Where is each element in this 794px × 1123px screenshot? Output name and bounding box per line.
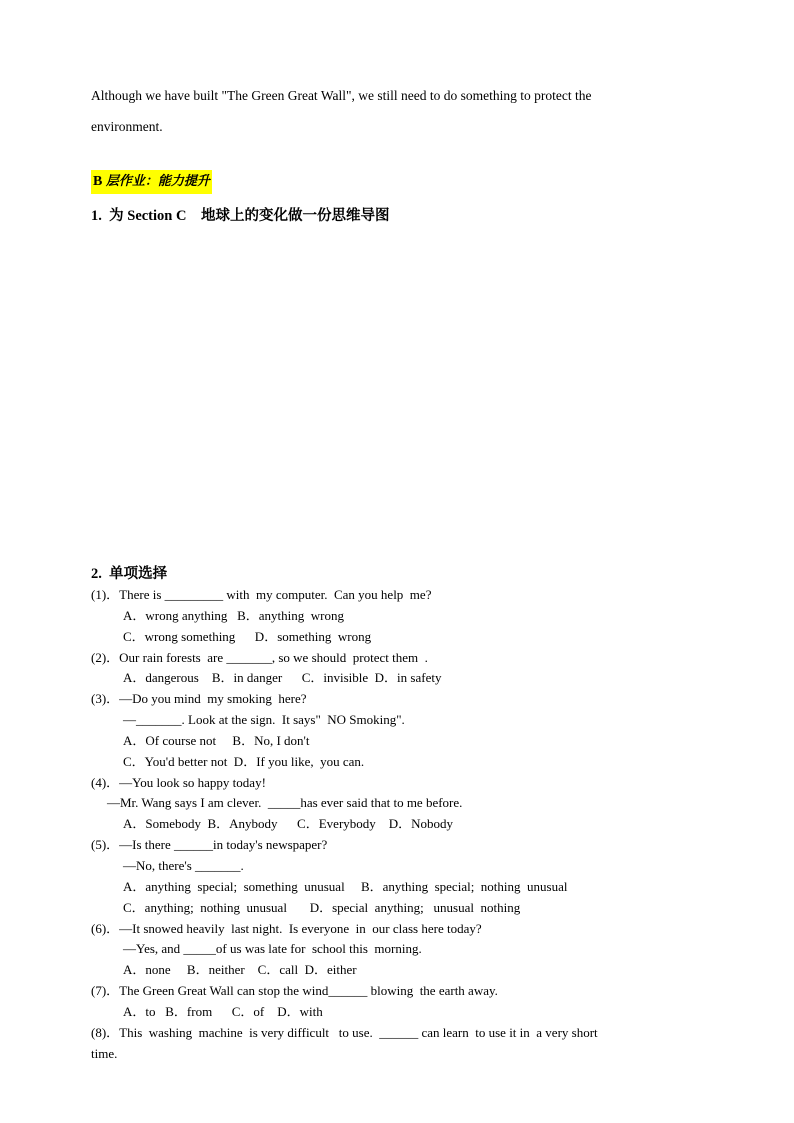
question-item xyxy=(91,981,691,1023)
question-stem: (5)．—Is there ______in today's newspaper? xyxy=(91,837,328,853)
question-stem: (7)．The Green Great Wall can stop the wind______ blowing the earth away. xyxy=(91,983,498,999)
question-line: C．anything; nothing unusual D．special anything; unusual nothing xyxy=(123,899,521,915)
question-stem: (4)．—You look so happy today! xyxy=(91,774,266,790)
section-b-heading xyxy=(91,170,212,194)
question-line: —_______. Look at the sign. It says" NO Smoking". xyxy=(123,712,405,728)
question-item xyxy=(91,689,691,772)
task-1-text: 地球上的变化做一份思维导图 xyxy=(200,208,390,224)
question-stem: (3)．—Do you mind my smoking here? xyxy=(91,691,307,707)
question-line: A．to B．from C．of D．with xyxy=(123,1003,323,1019)
question-item xyxy=(91,835,691,918)
question-line: A．anything special; something unusual B．anything special; nothing unusual xyxy=(123,878,568,894)
intro-line-2: environment. xyxy=(91,119,163,134)
question-list xyxy=(91,585,691,1064)
section-b-prefix: B xyxy=(93,174,106,189)
question-line: A．Of course not B．No, I don't xyxy=(123,732,310,748)
section-b-title: 层作业：能力提升 xyxy=(105,174,210,189)
question-line: C．wrong something D．something wrong xyxy=(123,628,372,644)
question-stem: (1)．There is _________ with my computer. Can you help me? xyxy=(91,587,432,602)
question-line: A．Somebody B．Anybody C．Everybody D．Nobody xyxy=(123,816,454,832)
intro-line-1: Although we have built "The Green Great Wall", we still need to do something to protect the xyxy=(91,88,592,103)
task-2-heading xyxy=(91,563,167,585)
question-line: A．dangerous B．in danger C．invisible D．in safety xyxy=(123,670,442,686)
question-item xyxy=(91,919,691,982)
question-line: A．none B．neither C．call D．either xyxy=(123,962,357,978)
question-line: C．You'd better not D．If you like, you can. xyxy=(123,753,365,769)
task-1-prefix: 1. 为 Section C xyxy=(91,208,201,224)
question-item xyxy=(91,773,691,836)
question-line: —Mr. Wang says I am clever. _____has ever said that to me before. xyxy=(107,795,463,811)
question-item xyxy=(91,1023,691,1065)
question-line: time. xyxy=(91,1045,118,1061)
question-item xyxy=(91,585,691,648)
question-stem: (6)．—It snowed heavily last night. Is everyone in our class here today? xyxy=(91,920,482,936)
question-line: A．wrong anything B．anything wrong xyxy=(123,607,344,623)
intro-paragraph xyxy=(91,80,691,142)
task-2-text: 单项选择 xyxy=(109,566,168,582)
question-stem: (2)．Our rain forests are _______, so we should protect them . xyxy=(91,649,428,665)
question-stem: (8)．This washing machine is very difficult to use. ______ can learn to use it in a very short xyxy=(91,1024,598,1040)
task-1-heading xyxy=(91,205,389,227)
question-item xyxy=(91,648,691,690)
task-2-prefix: 2. xyxy=(91,566,110,582)
question-line: —No, there's _______. xyxy=(123,857,244,873)
question-line: —Yes, and _____of us was late for school this morning. xyxy=(123,941,422,957)
